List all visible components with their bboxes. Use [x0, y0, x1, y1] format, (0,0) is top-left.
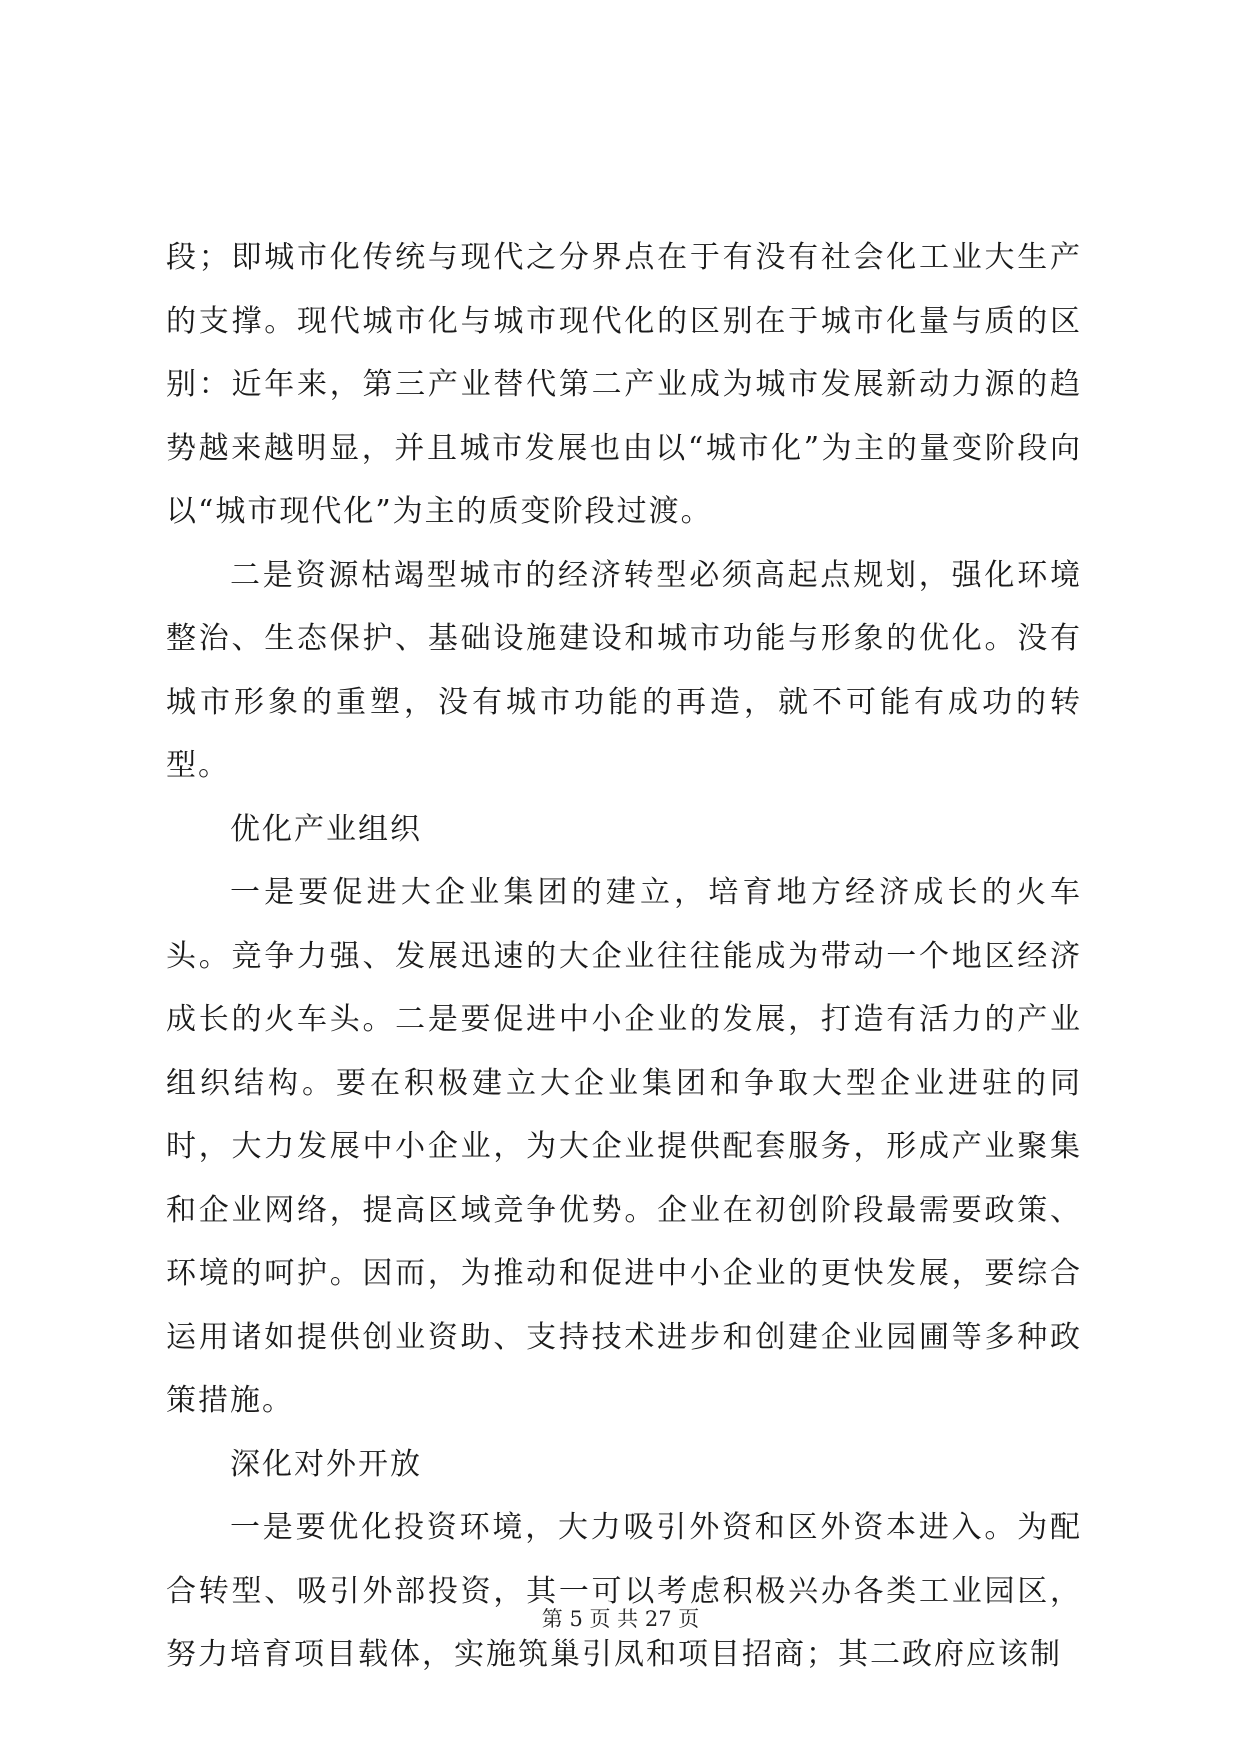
section-heading-opening-up: 深化对外开放 [230, 1446, 422, 1482]
section-heading-industry-organization: 优化产业组织 [230, 811, 422, 847]
document-body [166, 226, 1082, 1687]
paragraph-enterprise-development: 一是要促进大企业集团的建立，培育地方经济成长的火车头。竞争力强、发展迅速的大企业往往能成为带动一个地区经济成长的火车头。二是要促进中小企业的发展，打造有活力的产业组织结构。要在积极建立大企业集团和争取大型企业进驻的同时，大力发展中小企业，为大企业提供配套服务，形成产业聚集和企业网络，提高区域竞争优势。企业在初创阶段最需要政策、环境的呵护。因而，为推动和促进中小企业的更快发展，要综合运用诸如提供创业资助、支持技术进步和创建企业园圃等多种政策措施。 [166, 875, 1082, 1418]
page-number-footer: 第 5 页 共 27 页 [541, 1607, 700, 1631]
paragraph-continuation: 段；即城市化传统与现代之分界点在于有没有社会化工业大生产的支撑。现代城市化与城市现代化的区别在于城市化量与质的区别：近年来，第三产业替代第二产业成为城市发展新动力源的趋势越来越明显，并且城市发展也由以“城市化”为主的量变阶段向以“城市现代化”为主的质变阶段过渡。 [166, 240, 1082, 529]
paragraph-resource-city-planning: 二是资源枯竭型城市的经济转型必须高起点规划，强化环境整治、生态保护、基础设施建设和城市功能与形象的优化。没有城市形象的重塑，没有城市功能的再造，就不可能有成功的转型。 [166, 557, 1082, 783]
paragraph-investment-environment: 一是要优化投资环境，大力吸引外资和区外资本进入。为配合转型、吸引外部投资，其一可以考虑积极兴办各类工业园区，努力培育项目载体，实施筑巢引凤和项目招商；其二政府应该制 [166, 1510, 1082, 1672]
